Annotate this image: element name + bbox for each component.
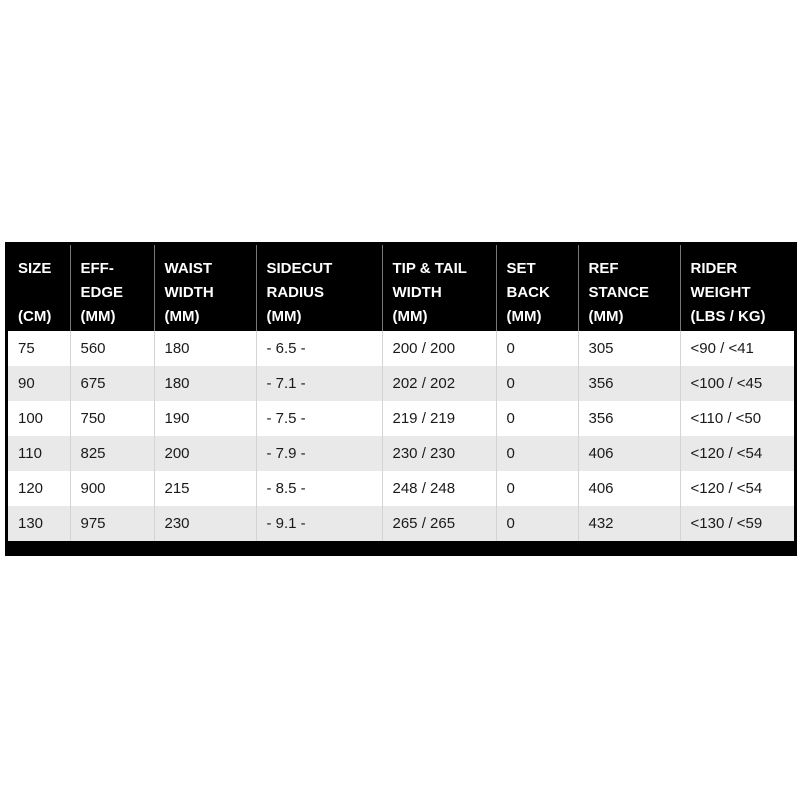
size-chart-frame xyxy=(5,242,797,556)
cell-sidecut-radius: - 6.5 - xyxy=(256,331,382,366)
cell-eff-edge: 900 xyxy=(70,471,154,506)
header-eff-edge-line1: EFF- xyxy=(80,260,114,277)
cell-rider-weight: <130 / <59 xyxy=(680,506,794,541)
table-row xyxy=(8,506,794,541)
cell-tip-tail-width: 230 / 230 xyxy=(382,436,496,471)
cell-rider-weight: <90 / <41 xyxy=(680,331,794,366)
cell-sidecut-radius: - 7.1 - xyxy=(256,366,382,401)
cell-set-back: 0 xyxy=(496,331,578,366)
cell-tip-tail-width: 200 / 200 xyxy=(382,331,496,366)
cell-ref-stance: 305 xyxy=(578,331,680,366)
table-header xyxy=(8,245,794,331)
header-rider-weight-line1: RIDER xyxy=(690,260,738,277)
cell-size: 120 xyxy=(8,471,70,506)
header-row xyxy=(8,245,794,331)
header-waist-width-line1: WAIST xyxy=(164,260,212,277)
table-row xyxy=(8,366,794,401)
header-ref-stance-unit: (MM) xyxy=(588,308,624,325)
header-rider-weight-unit: (LBS / KG) xyxy=(690,308,766,325)
header-size-unit: (CM) xyxy=(18,308,52,325)
cell-tip-tail-width: 265 / 265 xyxy=(382,506,496,541)
table-row xyxy=(8,471,794,506)
cell-eff-edge: 750 xyxy=(70,401,154,436)
cell-tip-tail-width: 248 / 248 xyxy=(382,471,496,506)
header-waist-width-unit: (MM) xyxy=(164,308,200,325)
cell-waist-width: 180 xyxy=(154,366,256,401)
header-set-back-line2: BACK xyxy=(506,284,550,301)
header-set-back-unit: (MM) xyxy=(506,308,542,325)
header-size-line1: SIZE xyxy=(18,260,52,277)
header-tip-tail-width-unit: (MM) xyxy=(392,308,428,325)
header-size xyxy=(8,245,70,331)
cell-eff-edge: 675 xyxy=(70,366,154,401)
table-row xyxy=(8,436,794,471)
header-waist-width xyxy=(154,245,256,331)
header-waist-width-line2: WIDTH xyxy=(164,284,214,301)
cell-set-back: 0 xyxy=(496,401,578,436)
header-tip-tail-width xyxy=(382,245,496,331)
header-eff-edge xyxy=(70,245,154,331)
cell-eff-edge: 560 xyxy=(70,331,154,366)
cell-rider-weight: <100 / <45 xyxy=(680,366,794,401)
table-row xyxy=(8,401,794,436)
cell-waist-width: 180 xyxy=(154,331,256,366)
cell-rider-weight: <110 / <50 xyxy=(680,401,794,436)
cell-waist-width: 230 xyxy=(154,506,256,541)
cell-tip-tail-width: 202 / 202 xyxy=(382,366,496,401)
cell-size: 110 xyxy=(8,436,70,471)
table-row xyxy=(8,331,794,366)
header-eff-edge-unit: (MM) xyxy=(80,308,116,325)
cell-size: 130 xyxy=(8,506,70,541)
cell-waist-width: 200 xyxy=(154,436,256,471)
cell-ref-stance: 406 xyxy=(578,436,680,471)
cell-set-back: 0 xyxy=(496,471,578,506)
table-body xyxy=(8,331,794,541)
size-chart-table xyxy=(8,245,794,541)
cell-sidecut-radius: - 7.5 - xyxy=(256,401,382,436)
cell-sidecut-radius: - 9.1 - xyxy=(256,506,382,541)
cell-sidecut-radius: - 7.9 - xyxy=(256,436,382,471)
header-rider-weight-line2: WEIGHT xyxy=(690,284,751,301)
header-ref-stance xyxy=(578,245,680,331)
cell-set-back: 0 xyxy=(496,506,578,541)
cell-sidecut-radius: - 8.5 - xyxy=(256,471,382,506)
header-sidecut-radius-line1: SIDECUT xyxy=(266,260,333,277)
cell-eff-edge: 825 xyxy=(70,436,154,471)
cell-ref-stance: 356 xyxy=(578,401,680,436)
cell-ref-stance: 406 xyxy=(578,471,680,506)
header-tip-tail-width-line2: WIDTH xyxy=(392,284,442,301)
cell-ref-stance: 356 xyxy=(578,366,680,401)
cell-rider-weight: <120 / <54 xyxy=(680,471,794,506)
cell-set-back: 0 xyxy=(496,366,578,401)
cell-size: 90 xyxy=(8,366,70,401)
header-sidecut-radius xyxy=(256,245,382,331)
cell-set-back: 0 xyxy=(496,436,578,471)
cell-size: 100 xyxy=(8,401,70,436)
header-set-back xyxy=(496,245,578,331)
header-rider-weight xyxy=(680,245,794,331)
header-tip-tail-width-line1: TIP & TAIL xyxy=(392,260,467,277)
cell-ref-stance: 432 xyxy=(578,506,680,541)
cell-rider-weight: <120 / <54 xyxy=(680,436,794,471)
cell-waist-width: 190 xyxy=(154,401,256,436)
cell-eff-edge: 975 xyxy=(70,506,154,541)
header-set-back-line1: SET xyxy=(506,260,536,277)
cell-waist-width: 215 xyxy=(154,471,256,506)
header-sidecut-radius-line2: RADIUS xyxy=(266,284,325,301)
cell-tip-tail-width: 219 / 219 xyxy=(382,401,496,436)
header-eff-edge-line2: EDGE xyxy=(80,284,124,301)
header-ref-stance-line2: STANCE xyxy=(588,284,650,301)
header-sidecut-radius-unit: (MM) xyxy=(266,308,302,325)
cell-size: 75 xyxy=(8,331,70,366)
header-ref-stance-line1: REF xyxy=(588,260,619,277)
